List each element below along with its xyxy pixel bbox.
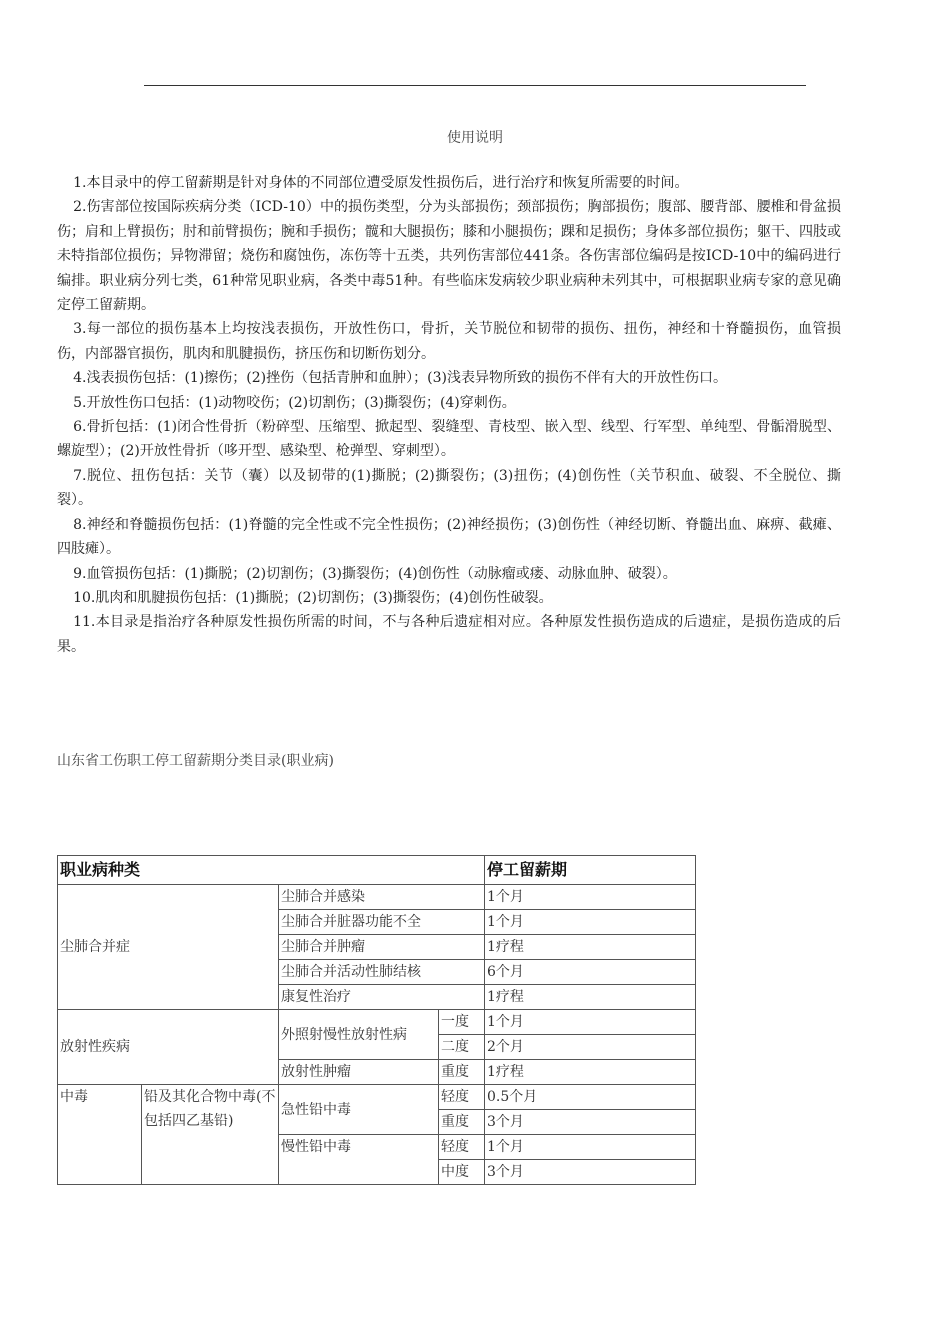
period-cell: 1疗程 xyxy=(485,985,696,1010)
item-cell: 急性铅中毒 xyxy=(279,1085,439,1135)
catalog-subtitle: 山东省工伤职工停工留薪期分类目录(职业病) xyxy=(57,753,334,769)
subgroup-lead: 铅及其化合物中毒(不包括四乙基铅) xyxy=(142,1085,279,1185)
period-cell: 6个月 xyxy=(485,960,696,985)
item-cell: 尘肺合并活动性肺结核 xyxy=(279,960,485,985)
instruction-7: 7.脱位、扭伤包括：关节（囊）以及韧带的(1)撕脱；(2)撕裂伤；(3)扭伤；(4)创伤性（关节积血、破裂、不全脱位、撕裂）。 xyxy=(57,467,841,509)
instruction-5: 5.开放性伤口包括：(1)动物咬伤；(2)切割伤；(3)撕裂伤；(4)穿刺伤。 xyxy=(73,394,516,411)
group-poisoning: 中毒 xyxy=(58,1085,142,1185)
header-rule xyxy=(144,85,806,86)
instruction-8: 8.神经和脊髓损伤包括：(1)脊髓的完全性或不完全性损伤；(2)神经损伤；(3)创伤性（神经切断、脊髓出血、麻痹、截瘫、四肢瘫）。 xyxy=(57,516,841,558)
occupational-disease-table xyxy=(57,855,696,1185)
page-title: 使用说明 xyxy=(447,130,503,146)
item-cell: 外照射慢性放射性病 xyxy=(279,1010,439,1060)
instruction-2: 2.伤害部位按国际疾病分类（ICD-10）中的损伤类型，分为头部损伤；颈部损伤；胸部损伤；腹部、腰背部、腰椎和骨盆损伤；肩和上臂损伤；肘和前臂损伤；腕和手损伤；髋和大腿损伤；膝和小腿损伤；踝和足损伤；身体多部位损伤；躯干、四肢或未特指部位损伤；异物滞留；烧伤和腐蚀伤，冻伤等十五类，共列伤害部位441条。各伤害部位编码是按ICD-10中的编码进行编排。职业病分列七类，61种常见职业病，各类中毒51种。有些临床发病较少职业病种未列其中，可根据职业病专家的意见确定停工留薪期。 xyxy=(57,199,841,314)
item-cell: 尘肺合并感染 xyxy=(279,885,485,910)
instruction-11: 11.本目录是指治疗各种原发性损伤所需的时间，不与各种后遗症相对应。各种原发性损伤造成的后遗症，是损伤造成的后果。 xyxy=(57,614,841,655)
table-row xyxy=(58,1085,696,1110)
period-cell: 2个月 xyxy=(485,1035,696,1060)
header-period: 停工留薪期 xyxy=(485,856,696,885)
degree-cell: 重度 xyxy=(439,1060,485,1085)
instruction-3: 3.每一部位的损伤基本上均按浅表损伤，开放性伤口，骨折，关节脱位和韧带的损伤、扭伤，神经和十脊髓损伤，血管损伤，内部器官损伤，肌肉和肌腱损伤，挤压伤和切断伤划分。 xyxy=(57,321,841,362)
degree-cell: 重度 xyxy=(439,1110,485,1135)
group-pneumoconiosis: 尘肺合并症 xyxy=(58,885,279,1010)
degree-cell: 轻度 xyxy=(439,1135,485,1160)
degree-cell: 一度 xyxy=(439,1010,485,1035)
item-cell: 康复性治疗 xyxy=(279,985,485,1010)
instruction-6: 6.骨折包括：(1)闭合性骨折（粉碎型、压缩型、掀起型、裂缝型、青枝型、嵌入型、线型、行军型、单纯型、骨骺滑脱型、螺旋型）；(2)开放性骨折（哆开型、感染型、枪弹型、穿刺型）。 xyxy=(57,419,841,460)
group-radiation: 放射性疾病 xyxy=(58,1010,279,1085)
item-cell: 放射性肿瘤 xyxy=(279,1060,439,1085)
period-cell: 1个月 xyxy=(485,1135,696,1160)
degree-cell: 二度 xyxy=(439,1035,485,1060)
period-cell: 3个月 xyxy=(485,1160,696,1185)
period-cell: 1疗程 xyxy=(485,1060,696,1085)
degree-cell: 中度 xyxy=(439,1160,485,1185)
table-row xyxy=(58,885,696,910)
table-header-row xyxy=(58,856,696,885)
instruction-10: 10.肌肉和肌腱损伤包括：(1)撕脱；(2)切割伤；(3)撕裂伤；(4)创伤性破裂。 xyxy=(73,589,553,606)
period-cell: 0.5个月 xyxy=(485,1085,696,1110)
instruction-4: 4.浅表损伤包括：(1)擦伤；(2)挫伤（包括青肿和血肿）；(3)浅表异物所致的损伤不伴有大的开放性伤口。 xyxy=(73,370,727,387)
period-cell: 1疗程 xyxy=(485,935,696,960)
table-row xyxy=(58,1010,696,1035)
item-cell: 慢性铅中毒 xyxy=(279,1135,439,1185)
instruction-1: 1.本目录中的停工留薪期是针对身体的不同部位遭受原发性损伤后，进行治疗和恢复所需要的时间。 xyxy=(73,175,689,191)
instructions-body xyxy=(57,171,841,659)
period-cell: 3个月 xyxy=(485,1110,696,1135)
period-cell: 1个月 xyxy=(485,885,696,910)
degree-cell: 轻度 xyxy=(439,1085,485,1110)
period-cell: 1个月 xyxy=(485,910,696,935)
item-cell: 尘肺合并脏器功能不全 xyxy=(279,910,485,935)
header-category: 职业病种类 xyxy=(58,856,485,885)
instruction-9: 9.血管损伤包括：(1)撕脱；(2)切割伤；(3)撕裂伤；(4)创伤性（动脉瘤或瘘、动脉血肿、破裂）。 xyxy=(73,565,677,582)
period-cell: 1个月 xyxy=(485,1010,696,1035)
item-cell: 尘肺合并肿瘤 xyxy=(279,935,485,960)
